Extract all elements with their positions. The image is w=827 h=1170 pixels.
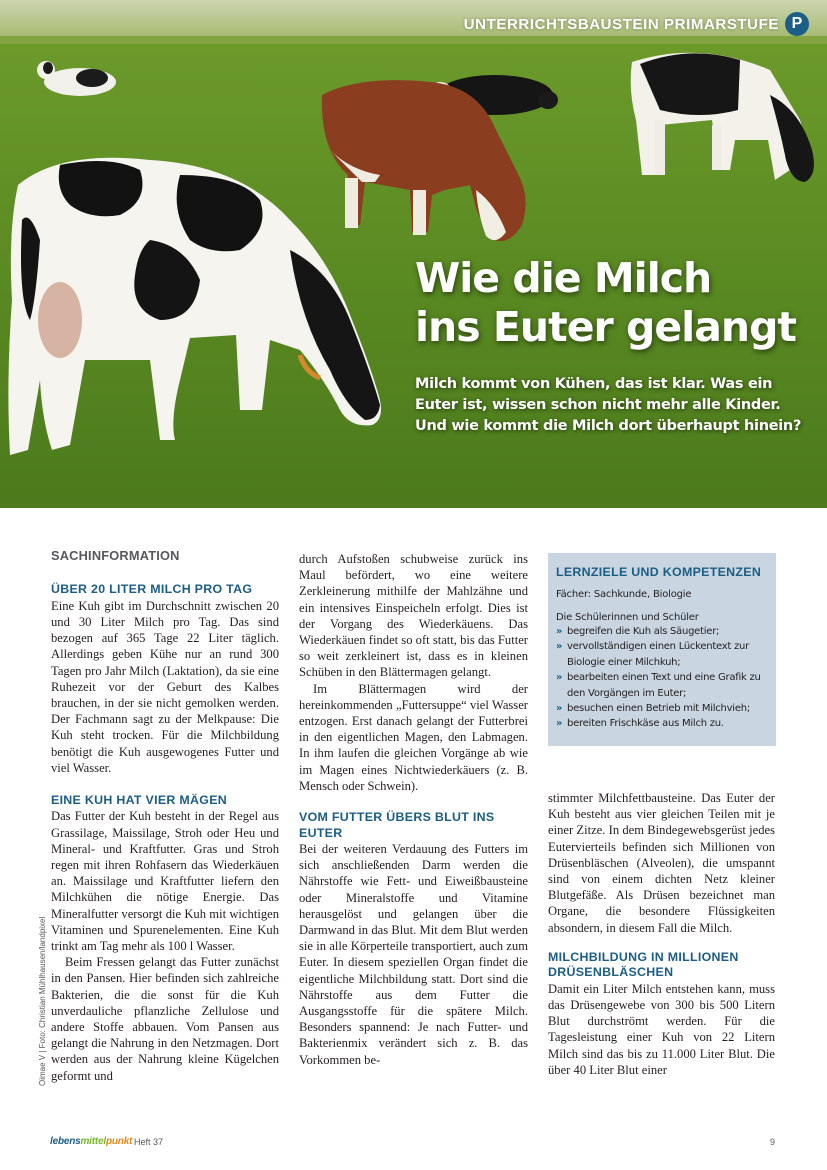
paragraph: Das Futter der Kuh besteht in der Regel aus Grassilage, Maissilage, Stroh oder Heu und Mineral- und Kraftfutter. Gras und Stroh regen mit ihren Rohfasern das Wiederkäuen an. Maissilage und Kraftfutter liefern den Milchkühen die nötige Energie. Das Mineralfutter versorgt die Kuh mit wichtigen Vitaminen und Spurenelementen. Eine Kuh trinkt am Tag mehr als 100 l Wasser. — [51, 809, 279, 954]
goal-item: » bereiten Frischkäse aus Milch zu. — [556, 716, 768, 731]
goals-intro: Die Schülerinnen und Schüler — [556, 612, 699, 623]
paragraph: stimmter Milchfettbausteine. Das Euter der Kuh besteht aus vier gleichen Teilen mit je einer Zitze. In dem Bindegewebsgerüst jedes Eutervierteils befinden sich Millionen von Drüsenbläschen (Alveolen), die umspannt sind von einem dichten Netz kleiner Blutgefäße. Als Drüsen bezeichnet man Organe, die besondere Flüssigkeiten absondern, in diesem Fall die Milch. — [548, 791, 775, 935]
teaser-line-2: Euter ist, wissen schon nicht mehr alle Kinder. — [415, 397, 781, 413]
paragraph: Beim Fressen gelangt das Futter zunächst in den Pansen. Hier befinden sich zahlreiche Bakterien, die die sonst für die Kuh unverdauliche pflanzliche Zellulose und andere Stoffe abbauen. Vom Pansen aus gelangt die Nahrung in den Netzmagen. Dort werden aus der Nahrung kleine Kügelchen geformt und — [51, 955, 279, 1083]
learning-goals-box — [548, 553, 776, 746]
title-line-1: Wie die Milch — [415, 254, 712, 302]
page-number: 9 — [769, 1137, 775, 1147]
heading-section-1: ÜBER 20 LITER MILCH PRO TAG — [51, 582, 253, 597]
heading-section-2: EINE KUH HAT VIER MÄGEN — [51, 792, 228, 807]
teaser — [415, 374, 815, 437]
article-column-3 — [548, 790, 775, 1078]
goal-item: » begreifen die Kuh als Säugetier; — [556, 624, 768, 639]
goal-item: » besuchen einen Betrieb mit Milchvieh; — [556, 701, 768, 716]
primary-level-badge: P — [785, 12, 809, 36]
learning-goals-heading: LERNZIELE UND KOMPETENZEN — [556, 565, 762, 579]
goal-item: » bearbeiten einen Text und eine Grafik zu den Vorgängen im Euter; — [556, 672, 761, 699]
chevron-bullet-icon: » — [556, 672, 563, 684]
section-kicker: SACHINFORMATION — [51, 548, 180, 563]
page-title — [415, 254, 815, 352]
paragraph: Im Blättermagen wird der hereinkommenden „Futtersuppe“ viel Wasser entzogen. Erst danach gelangt der Futterbrei in den eigentlichen Magen, den Labmagen. In ihm laufen die gleichen Vorgänge ab wie im Magen eines Nichtwiederkäuers (z. B. Mensch oder Schwein). — [299, 681, 528, 793]
issue-number: Heft 37 — [134, 1137, 164, 1147]
photo-credit: Oimae V | Foto: Christian Mühlhausen/landpixel — [38, 916, 47, 1086]
teaser-line-3: Und wie kommt die Milch dort überhaupt hinein? — [415, 418, 802, 434]
goals-list — [556, 624, 768, 732]
goal-item: » vervollständigen einen Lückentext zur Biologie einer Milchkuh; — [556, 641, 749, 668]
chevron-bullet-icon: » — [556, 626, 563, 637]
paragraph: durch Aufstoßen schubweise zurück ins Maul befördert, wo eine weitere Zerkleinerung mithilfe der Mahlzähne und ein intensives Einspeicheln erfolgt. Dies ist der Vorgang des Wiederkäuens. Das Wiederkäuen findet so oft statt, bis das Futter so weit zerkleinert ist, dass es in kleinen Schüben in den Blättermagen gelangt. — [299, 552, 528, 680]
hero-image — [0, 0, 827, 508]
chevron-bullet-icon: » — [556, 703, 563, 715]
heading-section-4: MILCHBILDUNG IN MILLIONEN DRÜSENBLÄSCHEN — [548, 949, 739, 980]
subjects-line: Fächer: Sachkunde, Biologie — [556, 589, 692, 600]
chevron-bullet-icon: » — [556, 641, 563, 653]
teaser-line-1: Milch kommt von Kühen, das ist klar. Was ein — [415, 376, 773, 392]
section-tag: UNTERRICHTSBAUSTEIN PRIMARSTUFE — [463, 16, 779, 33]
article-column-1 — [51, 548, 279, 1084]
chevron-bullet-icon: » — [556, 718, 563, 730]
article-column-2 — [299, 551, 528, 1068]
magazine-logo: lebensmittelpunkt — [50, 1136, 133, 1147]
paragraph: Eine Kuh gibt im Durchschnitt zwischen 20 und 30 Liter Milch pro Tag. Das sind bezogen auf 365 Tage 22 Liter täglich. Allerdings geben Kühe nur an rund 300 Tagen pro Jahr Milch (Laktation), da sie eine Ruhezeit vor der Geburt des Kalbes brauchen, in der sie nicht gemolken werden. Der Fachmann sagt zu der Melkpause: Die Kuh steht trocken. Für die Milchbildung benötigt die Kuh ausgewogenes Futter und viel Wasser. — [51, 598, 279, 775]
heading-section-3: VOM FUTTER ÜBERS BLUT INS EUTER — [299, 810, 495, 840]
paragraph: Damit ein Liter Milch entstehen kann, muss das Drüsengewebe von 300 bis 500 Litern Blut durchströmt werden. Für die Tagesleistung einer Kuh von 22 Litern Milch sind das bis zu 11.000 Liter Blut. Die über 40 Liter Blut einer — [548, 981, 775, 1077]
paragraph: Bei der weiteren Verdauung des Futters im sich anschließenden Darm werden die Nährstoffe wie Fett- und Eiweißbausteine oder Mineralstoffe und Vitamine herausgelöst und gelangen über die Darmwand in das Blut. Mit dem Blut werden sie in alle Körperteile transportiert, auch zum Euter. In diesem speziellen Organ findet die eigentliche Milchbildung statt. Dort sind die Nährstoffe aus dem Futter die Ausgangsstoffe für die spätere Milch. Besonders spannend: Je nach Futter- und Bakterienmix verändert sich z. B. das Vorkommen be- — [299, 842, 528, 1067]
title-line-2: ins Euter gelangt — [415, 303, 797, 351]
